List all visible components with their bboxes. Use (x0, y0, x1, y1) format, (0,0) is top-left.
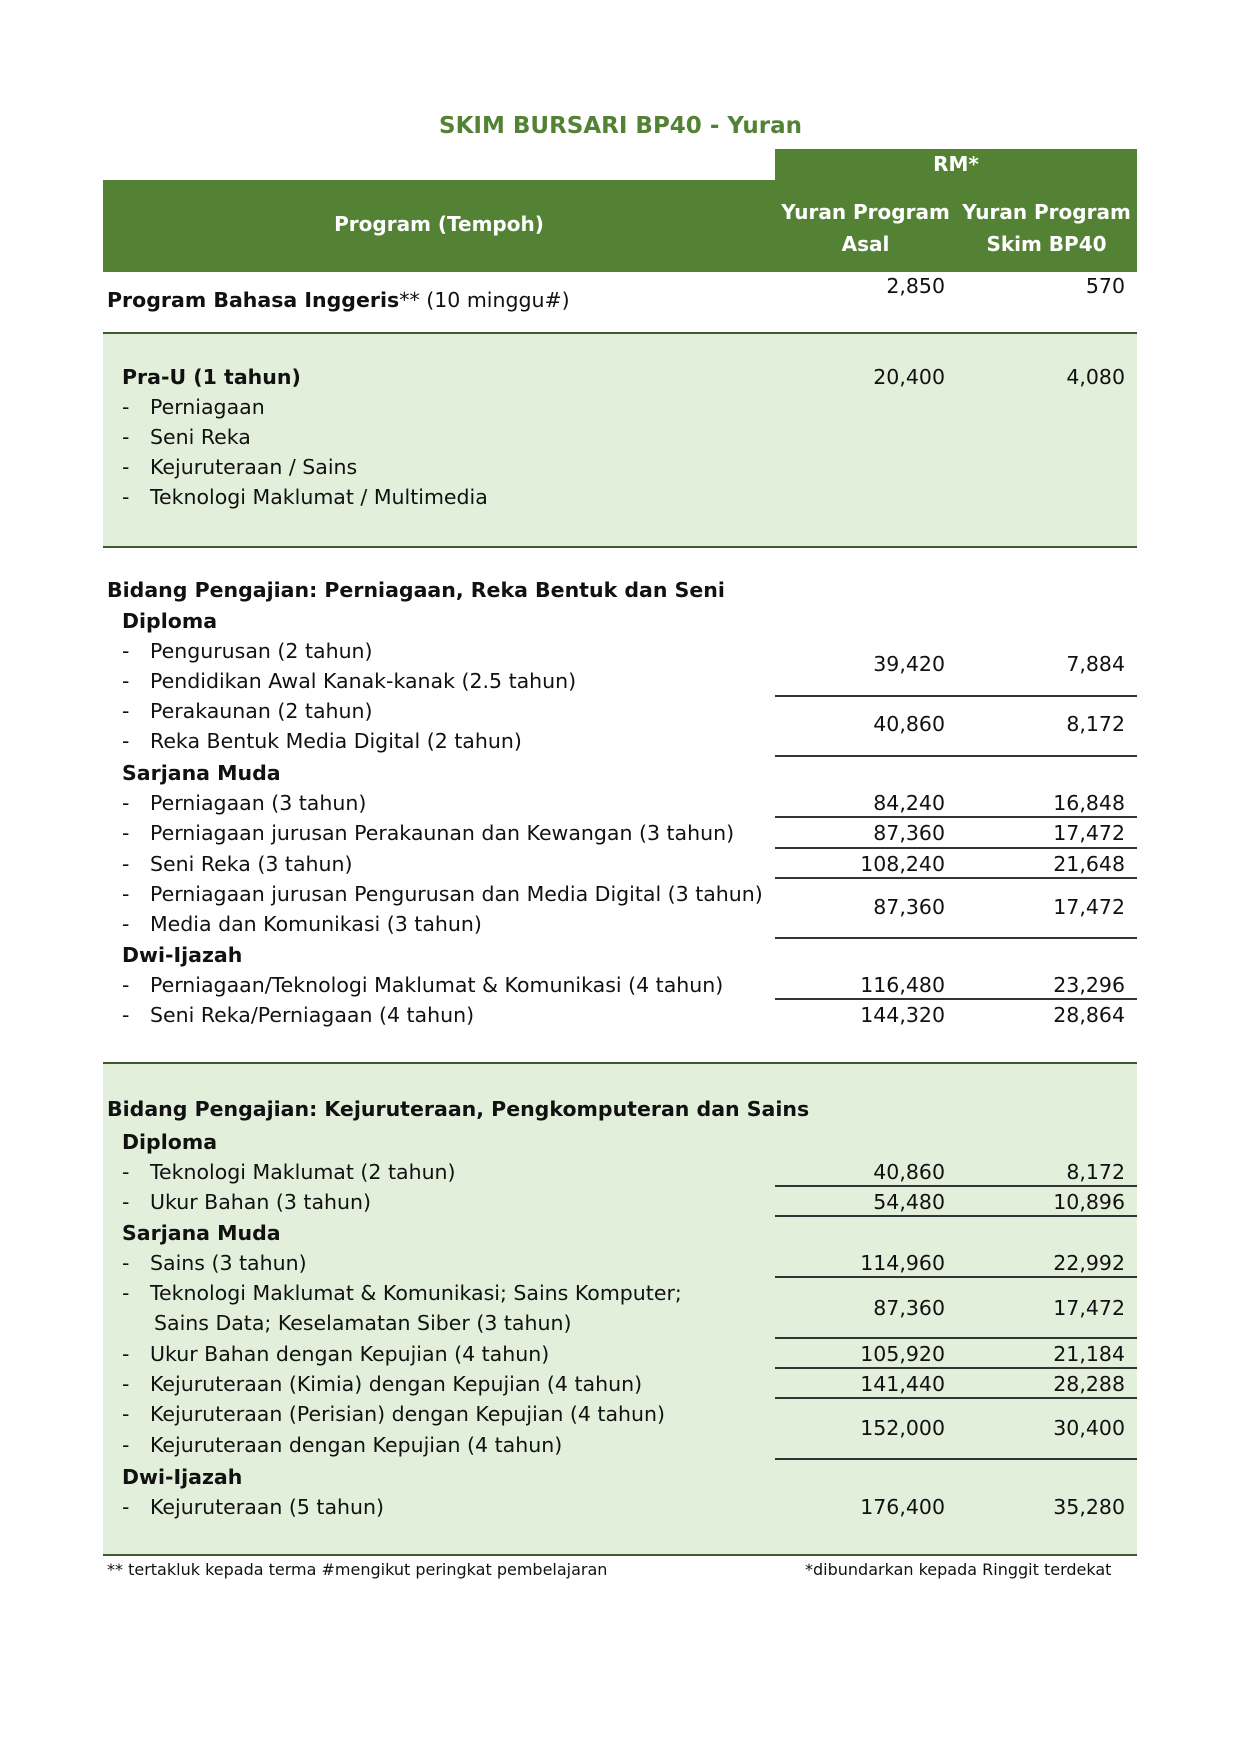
divider (103, 1554, 1137, 1556)
list-bullet: - (122, 852, 130, 876)
list-item: Perniagaan jurusan Perakaunan dan Kewangan (3 tahun) (150, 821, 735, 845)
list-bullet: - (122, 1160, 130, 1184)
fee-bp40-header: Yuran Program Skim BP40 (962, 200, 1131, 256)
section2-diploma-label: Diploma (122, 1130, 218, 1154)
fee-bp40: 8,172 (1066, 1160, 1125, 1184)
list-bullet: - (122, 973, 130, 997)
list-bullet: - (122, 395, 130, 419)
english-fee-bp40: 570 (1085, 274, 1125, 298)
fee-bp40: 35,280 (1053, 1495, 1125, 1519)
list-bullet: - (122, 882, 130, 906)
fee-bp40: 10,896 (1053, 1190, 1125, 1214)
list-item: Sains Data; Keselamatan Siber (3 tahun) (154, 1311, 572, 1335)
list-item: Reka Bentuk Media Digital (2 tahun) (150, 729, 522, 753)
row-rule (775, 937, 1137, 939)
list-item: Pendidikan Awal Kanak-kanak (2.5 tahun) (150, 669, 577, 693)
prau-fee-bp40: 4,080 (1066, 365, 1125, 389)
fee-bp40: 7,884 (1066, 652, 1125, 676)
list-item: Seni Reka (3 tahun) (150, 852, 353, 876)
list-bullet: - (122, 1003, 130, 1027)
list-item: Perniagaan jurusan Pengurusan dan Media Digital (3 tahun) (150, 882, 763, 906)
list-item: Kejuruteraan dengan Kepujian (4 tahun) (150, 1433, 563, 1457)
prau-fee-asal: 20,400 (873, 365, 945, 389)
list-item: Perakaunan (2 tahun) (150, 699, 373, 723)
section1-sarjana-label: Sarjana Muda (122, 761, 281, 785)
section1-title: Bidang Pengajian: Perniagaan, Reka Bentuk dan Seni (107, 578, 725, 602)
program-header: Program (Tempoh) (334, 212, 544, 236)
list-bullet: - (122, 1495, 130, 1519)
english-fee-asal: 2,850 (886, 274, 945, 298)
row-rule (775, 1276, 1137, 1278)
list-bullet: - (122, 485, 130, 509)
fee-asal: 108,240 (860, 852, 945, 876)
list-item: Perniagaan (150, 395, 265, 419)
list-bullet: - (122, 1281, 130, 1305)
fee-bp40: 8,172 (1066, 712, 1125, 736)
fee-bp40: 30,400 (1053, 1416, 1125, 1440)
fee-asal-header: Yuran Program Asal (781, 200, 950, 256)
list-item: Seni Reka (150, 425, 251, 449)
fee-bp40: 17,472 (1053, 895, 1125, 919)
list-bullet: - (122, 425, 130, 449)
row-rule (775, 1337, 1137, 1339)
footnote-right: *dibundarkan kepada Ringgit terdekat (805, 1560, 1112, 1579)
row-rule (775, 1458, 1137, 1460)
row-rule (775, 877, 1137, 879)
row-rule (775, 755, 1137, 757)
fee-bp40: 17,472 (1053, 1296, 1125, 1320)
list-bullet: - (122, 699, 130, 723)
fee-bp40: 23,296 (1053, 973, 1125, 997)
list-item: Kejuruteraan / Sains (150, 455, 358, 479)
fee-asal: 39,420 (873, 652, 945, 676)
list-item: Teknologi Maklumat (2 tahun) (150, 1160, 456, 1184)
section2-title: Bidang Pengajian: Kejuruteraan, Pengkomputeran dan Sains (107, 1097, 810, 1121)
fee-asal: 114,960 (860, 1251, 945, 1275)
section1-dwi-label: Dwi-Ijazah (122, 943, 243, 967)
list-bullet: - (122, 1251, 130, 1275)
fee-asal: 105,920 (860, 1342, 945, 1366)
section2-dwi-label: Dwi-Ijazah (122, 1465, 243, 1489)
list-item: Kejuruteraan (Kimia) dengan Kepujian (4 tahun) (150, 1372, 643, 1396)
fee-asal: 87,360 (873, 821, 945, 845)
list-item: Kejuruteraan (Perisian) dengan Kepujian (4 tahun) (150, 1402, 666, 1426)
row-rule (775, 847, 1137, 849)
fee-bp40: 21,648 (1053, 852, 1125, 876)
fee-bp40: 28,864 (1053, 1003, 1125, 1027)
list-item: Perniagaan/Teknologi Maklumat & Komunikasi (4 tahun) (150, 973, 724, 997)
row-rule (775, 1367, 1137, 1369)
fee-bp40: 17,472 (1053, 821, 1125, 845)
fee-asal: 40,860 (873, 1160, 945, 1184)
row-rule (775, 998, 1137, 1000)
row-rule (775, 1397, 1137, 1399)
list-item: Media dan Komunikasi (3 tahun) (150, 912, 482, 936)
fee-asal: 152,000 (860, 1416, 945, 1440)
list-item: Sains (3 tahun) (150, 1251, 307, 1275)
fee-bp40: 21,184 (1053, 1342, 1125, 1366)
list-item: Teknologi Maklumat / Multimedia (150, 485, 488, 509)
divider (103, 546, 1137, 548)
fee-asal: 84,240 (873, 791, 945, 815)
list-bullet: - (122, 669, 130, 693)
fee-bp40: 16,848 (1053, 791, 1125, 815)
fee-asal: 116,480 (860, 973, 945, 997)
row-rule (775, 1185, 1137, 1187)
currency-header: RM* (775, 149, 1137, 180)
fee-asal: 87,360 (873, 895, 945, 919)
fee-asal: 87,360 (873, 1296, 945, 1320)
row-rule (775, 816, 1137, 818)
row-rule (775, 695, 1137, 697)
footnote-left: ** tertakluk kepada terma #mengikut peringkat pembelajaran (107, 1560, 608, 1579)
list-bullet: - (122, 1433, 130, 1457)
list-item: Ukur Bahan dengan Kepujian (4 tahun) (150, 1342, 550, 1366)
english-program: Program Bahasa Inggeris** (10 minggu#) (107, 288, 570, 312)
fee-asal: 54,480 (873, 1190, 945, 1214)
list-bullet: - (122, 639, 130, 663)
list-bullet: - (122, 1342, 130, 1366)
list-item: Kejuruteraan (5 tahun) (150, 1495, 384, 1519)
section1-diploma-label: Diploma (122, 609, 218, 633)
fee-bp40: 28,288 (1053, 1372, 1125, 1396)
row-rule (775, 1215, 1137, 1217)
list-item: Seni Reka/Perniagaan (4 tahun) (150, 1003, 475, 1027)
list-bullet: - (122, 912, 130, 936)
list-bullet: - (122, 791, 130, 815)
fee-asal: 141,440 (860, 1372, 945, 1396)
list-item: Pengurusan (2 tahun) (150, 639, 373, 663)
list-item: Ukur Bahan (3 tahun) (150, 1190, 372, 1214)
fee-asal: 176,400 (860, 1495, 945, 1519)
fee-bp40: 22,992 (1053, 1251, 1125, 1275)
list-bullet: - (122, 729, 130, 753)
list-bullet: - (122, 1402, 130, 1426)
list-item: Perniagaan (3 tahun) (150, 791, 367, 815)
fee-asal: 40,860 (873, 712, 945, 736)
section2-sarjana-label: Sarjana Muda (122, 1221, 281, 1245)
list-item: Teknologi Maklumat & Komunikasi; Sains Komputer; (150, 1281, 682, 1305)
page-title: SKIM BURSARI BP40 - Yuran (439, 113, 802, 139)
list-bullet: - (122, 1190, 130, 1214)
list-bullet: - (122, 1372, 130, 1396)
list-bullet: - (122, 455, 130, 479)
prau-title: Pra-U (1 tahun) (122, 365, 301, 389)
fee-asal: 144,320 (860, 1003, 945, 1027)
list-bullet: - (122, 821, 130, 845)
